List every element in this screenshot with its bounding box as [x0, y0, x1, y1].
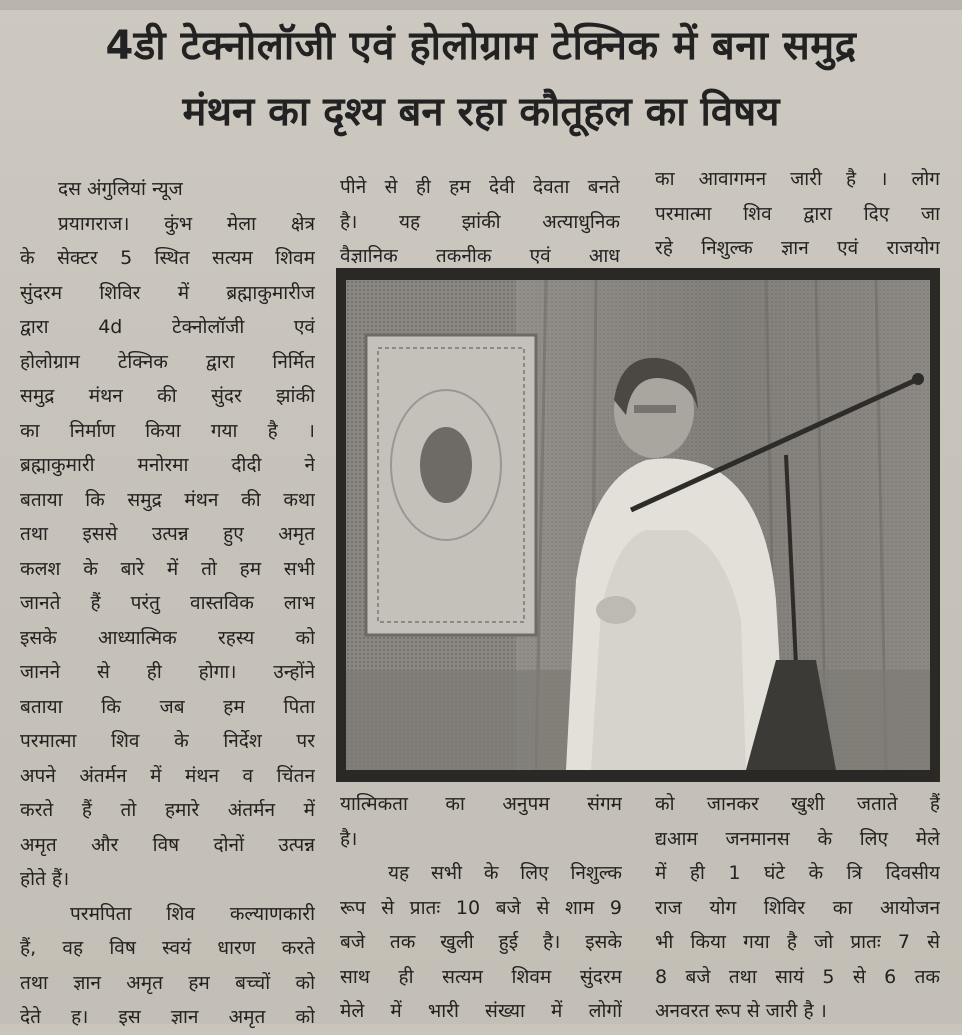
- body-line: ब्रह्माकुमारी मनोरमा दीदी ने: [20, 454, 315, 476]
- body-line: अमृत और विष दोनों उत्पन्न: [20, 833, 315, 856]
- photo-woman-speaking-icon: [346, 280, 930, 770]
- body-line: द्यआम जनमानस के लिए मेले: [655, 827, 940, 850]
- body-line: परमात्मा शिव के निर्देश पर: [20, 730, 315, 752]
- body-line: देते ह। इस ज्ञान अमृत को: [20, 1006, 315, 1028]
- body-line: है। यह झांकी अत्याधुनिक: [340, 210, 620, 233]
- article-column-2-top: [340, 170, 620, 274]
- headline-line-1: 4डी टेक्नोलॉजी एवं होलोग्राम टेक्निक में बना समुद्र: [105, 23, 857, 69]
- body-line: परमपिता शिव कल्याणकारी: [70, 902, 315, 925]
- body-line: भी किया गया है जो प्रातः 7 से: [655, 931, 940, 953]
- article-column-1: [20, 172, 315, 1035]
- headline-line-2: मंथन का दृश्य बन रहा कौतूहल का विषय: [182, 89, 780, 135]
- body-line: रूप से प्रातः 10 बजे से शाम 9: [340, 896, 622, 919]
- body-line: के सेक्टर 5 स्थित सत्यम शिवम: [20, 247, 315, 269]
- body-line: होलोग्राम टेक्निक द्वारा निर्मित: [20, 350, 315, 373]
- body-line: कलश के बारे में तो हम सभी: [20, 557, 315, 580]
- news-photo-frame: [336, 268, 940, 782]
- body-line: राज योग शिविर का आयोजन: [655, 896, 940, 919]
- body-line: होते हैं।: [20, 868, 70, 890]
- body-line: द्वारा 4d टेक्नोलॉजी एवं: [20, 316, 315, 338]
- body-line: सुंदरम शिविर में ब्रह्माकुमारीज: [20, 281, 315, 304]
- body-line: समुद्र मंथन की सुंदर झांकी: [20, 385, 315, 407]
- body-line: है।: [340, 827, 358, 850]
- body-line: तथा ज्ञान अमृत हम बच्चों को: [20, 971, 315, 994]
- body-line: अपने अंतर्मन में मंथन व चिंतन: [20, 764, 315, 787]
- body-line: का निर्माण किया गया है ।: [20, 419, 315, 442]
- body-line: यह सभी के लिए निशुल्क: [388, 862, 622, 884]
- news-photo: [346, 280, 930, 770]
- body-line: हैं, वह विष स्वयं धारण करते: [20, 937, 315, 959]
- body-line: 8 बजे तथा सायं 5 से 6 तक: [655, 965, 940, 988]
- body-line: वैज्ञानिक तकनीक एवं आध: [340, 245, 620, 267]
- body-line: बजे तक खुली हुई है। इसके: [340, 931, 622, 953]
- body-line: अनवरत रूप से जारी है ।: [655, 1000, 827, 1022]
- article-column-2-bottom: [340, 787, 622, 1029]
- byline: दस अंगुलियां न्यूज: [58, 178, 183, 200]
- column-1-body: [20, 207, 315, 1035]
- body-line: को जानकर खुशी जताते हैं: [655, 793, 940, 815]
- body-line: मेले में भारी संख्या में लोगों: [340, 1000, 622, 1022]
- body-line: तथा इससे उत्पन्न हुए अमृत: [20, 523, 315, 545]
- body-line: का आवागमन जारी है । लोग: [655, 168, 940, 190]
- body-line: रहे निशुल्क ज्ञान एवं राजयोग: [655, 237, 940, 259]
- body-line: करते हैं तो हमारे अंतर्मन में: [20, 799, 315, 821]
- body-line: बताया कि समुद्र मंथन की कथा: [20, 488, 315, 511]
- body-line: जानने से ही होगा। उन्होंने: [20, 661, 315, 683]
- body-line: परमात्मा शिव द्वारा दिए जा: [655, 202, 940, 225]
- body-line: जानते हैं परंतु वास्तविक लाभ: [20, 592, 315, 614]
- headline: [10, 18, 952, 142]
- body-line: इसके आध्यात्मिक रहस्य को: [20, 626, 315, 649]
- body-line: प्रयागराज। कुंभ मेला क्षेत्र: [58, 212, 315, 235]
- body-line: में ही 1 घंटे के त्रि दिवसीय: [655, 862, 940, 884]
- cut-off-top-strip: [0, 0, 962, 10]
- body-line: पीने से ही हम देवी देवता बनते: [340, 176, 620, 198]
- article-column-3-top: [655, 162, 940, 266]
- body-line: बताया कि जब हम पिता: [20, 695, 315, 718]
- body-line: यात्मिकता का अनुपम संगम: [340, 793, 622, 815]
- article-column-3-bottom: [655, 787, 940, 1029]
- body-line: साथ ही सत्यम शिवम सुंदरम: [340, 965, 622, 988]
